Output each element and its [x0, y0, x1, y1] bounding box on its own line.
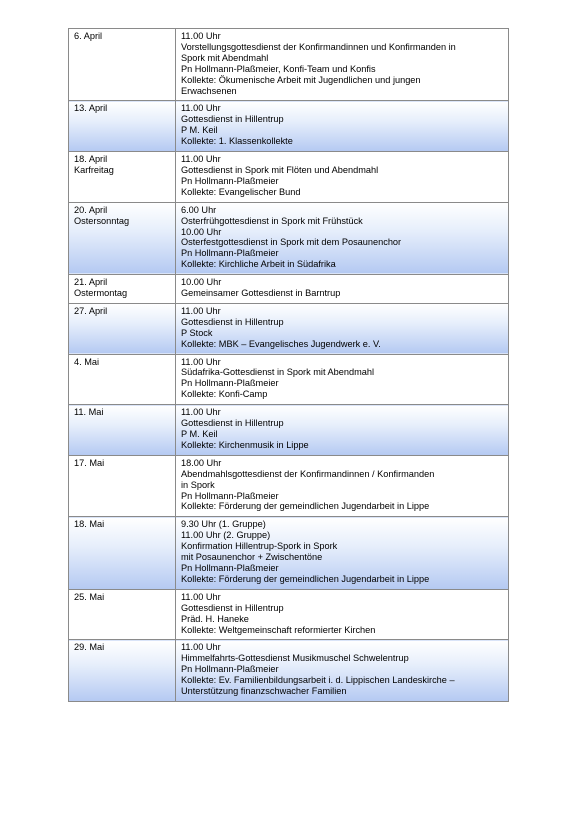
event-date: 21. April [74, 277, 108, 288]
table-row [69, 29, 509, 101]
event-detail-line: 18.00 Uhr [181, 457, 222, 468]
table-row [69, 303, 509, 354]
date-cell [69, 455, 176, 517]
event-detail-line: Gottesdienst in Hillentrup [181, 316, 284, 327]
event-detail-line: 11.00 Uhr [181, 154, 221, 165]
date-cell [69, 275, 176, 304]
event-detail-line: 10.00 Uhr [181, 226, 222, 237]
table-row [69, 455, 509, 517]
event-detail-line: P M. Keil [181, 429, 218, 439]
event-detail-line: 10.00 Uhr [181, 277, 222, 288]
event-detail-line: 11.00 Uhr [181, 407, 221, 418]
event-detail-line: Gottesdienst in Hillentrup [181, 418, 284, 429]
date-cell [69, 640, 176, 702]
date-cell [69, 152, 176, 203]
event-detail-line: Osterfestgottesdienst in Spork mit dem Posaunenchor [181, 237, 402, 248]
event-detail-line: Kollekte: Kirchenmusik in Lippe [181, 439, 309, 450]
event-date: 4. Mai [74, 356, 100, 367]
event-detail-line: P M. Keil [181, 125, 218, 136]
event-detail-line: Gottesdienst in Hillentrup [181, 114, 284, 125]
date-cell [69, 29, 176, 101]
event-date: 11. Mai [74, 407, 104, 418]
event-detail-line: Pn Hollmann-Plaßmeier [181, 664, 279, 675]
details-cell [176, 275, 509, 304]
event-detail-line: Osterfrühgottesdienst in Spork mit Frühstück [181, 215, 363, 226]
event-detail-line: 11.00 Uhr [181, 305, 221, 316]
event-detail-line: 11.00 Uhr (2. Gruppe) [181, 530, 271, 541]
event-date: 29. Mai [74, 642, 105, 653]
event-detail-line: Konfirmation Hillentrup-Spork in Spork [181, 541, 338, 552]
event-detail-line: Vorstellungsgottesdienst der Konfirmandinnen und Konfirmanden in [181, 41, 456, 52]
details-cell [176, 303, 509, 354]
event-day-name: Ostersonntag [74, 215, 130, 226]
event-date: 18. April [74, 154, 108, 165]
table-row [69, 354, 509, 405]
details-cell [176, 455, 509, 517]
event-detail-line: Unterstützung finanzschwacher Familien [181, 686, 347, 697]
details-cell [176, 640, 509, 702]
event-date: 27. April [74, 305, 108, 316]
table-row [69, 640, 509, 702]
details-cell [176, 202, 509, 274]
schedule-body [69, 29, 509, 702]
event-detail-line: 9.30 Uhr (1. Gruppe) [181, 519, 266, 530]
event-day-name: Karfreitag [74, 164, 114, 175]
event-detail-line: Kollekte: Kirchliche Arbeit in Südafrika [181, 259, 336, 270]
table-row [69, 517, 509, 589]
event-date: 17. Mai [74, 457, 105, 468]
details-cell [176, 152, 509, 203]
event-detail-line: 11.00 Uhr [181, 356, 221, 367]
table-row [69, 589, 509, 640]
event-detail-line: Kollekte: Ökumenische Arbeit mit Jugendlichen und jungen [181, 74, 421, 85]
event-detail-line: Gottesdienst in Spork mit Flöten und Abendmahl [181, 164, 379, 175]
event-date: 25. Mai [74, 591, 105, 602]
event-detail-line: Südafrika-Gottesdienst in Spork mit Abendmahl [181, 367, 375, 378]
date-cell [69, 303, 176, 354]
date-cell [69, 101, 176, 152]
details-cell [176, 589, 509, 640]
event-detail-line: Pn Hollmann-Plaßmeier [181, 248, 279, 259]
details-cell [176, 517, 509, 589]
event-detail-line: Himmelfahrts-Gottesdienst Musikmuschel Schwelentrup [181, 653, 409, 664]
event-detail-line: Pn Hollmann-Plaßmeier [181, 562, 279, 573]
event-detail-line: Kollekte: Förderung der gemeindlichen Jugendarbeit in Lippe [181, 573, 430, 584]
event-date: 20. April [74, 204, 108, 215]
date-cell [69, 354, 176, 405]
event-detail-line: Abendmahlsgottesdienst der Konfirmandinnen / Konfirmanden [181, 468, 435, 479]
event-detail-line: P Stock [181, 327, 213, 338]
date-cell [69, 202, 176, 274]
details-cell [176, 101, 509, 152]
table-row [69, 405, 509, 456]
event-detail-line: 11.00 Uhr [181, 31, 221, 41]
details-cell [176, 354, 509, 405]
table-row [69, 202, 509, 274]
table-row [69, 152, 509, 203]
event-date: 13. April [74, 103, 108, 114]
event-detail-line: in Spork [181, 479, 215, 490]
event-detail-line: Kollekte: 1. Klassenkollekte [181, 136, 293, 147]
details-cell [176, 405, 509, 456]
date-cell [69, 589, 176, 640]
event-date: 6. April [74, 31, 103, 41]
event-detail-line: Kollekte: MBK – Evangelisches Jugendwerk e. V. [181, 338, 381, 349]
details-cell [176, 29, 509, 101]
service-schedule-table [68, 28, 509, 702]
event-detail-line: Kollekte: Ev. Familienbildungsarbeit i. d. Lippischen Landeskirche – [181, 675, 455, 686]
event-detail-line: Pn Hollmann-Plaßmeier [181, 175, 279, 186]
date-cell [69, 517, 176, 589]
event-detail-line: Kollekte: Förderung der gemeindlichen Jugendarbeit in Lippe [181, 501, 430, 512]
table-row [69, 275, 509, 304]
event-detail-line: 6.00 Uhr [181, 204, 217, 215]
event-date: 18. Mai [74, 519, 105, 530]
event-detail-line: mit Posaunenchor + Zwischentöne [181, 552, 323, 563]
event-detail-line: Gemeinsamer Gottesdienst in Barntrup [181, 288, 341, 299]
event-detail-line: Pn Hollmann-Plaßmeier, Konfi-Team und Konfis [181, 63, 376, 74]
event-detail-line: Spork mit Abendmahl [181, 52, 269, 63]
event-detail-line: 11.00 Uhr [181, 642, 221, 653]
event-detail-line: Erwachsenen [181, 85, 237, 96]
event-detail-line: Kollekte: Weltgemeinschaft reformierter Kirchen [181, 624, 376, 635]
event-detail-line: Gottesdienst in Hillentrup [181, 602, 284, 613]
event-detail-line: 11.00 Uhr [181, 103, 221, 114]
event-detail-line: Pn Hollmann-Plaßmeier [181, 378, 279, 389]
event-detail-line: 11.00 Uhr [181, 591, 221, 602]
event-detail-line: Pn Hollmann-Plaßmeier [181, 490, 279, 501]
event-detail-line: Kollekte: Evangelischer Bund [181, 186, 301, 197]
table-row [69, 101, 509, 152]
event-detail-line: Präd. H. Haneke [181, 613, 249, 624]
date-cell [69, 405, 176, 456]
event-detail-line: Kollekte: Konfi-Camp [181, 389, 268, 400]
event-day-name: Ostermontag [74, 288, 128, 299]
